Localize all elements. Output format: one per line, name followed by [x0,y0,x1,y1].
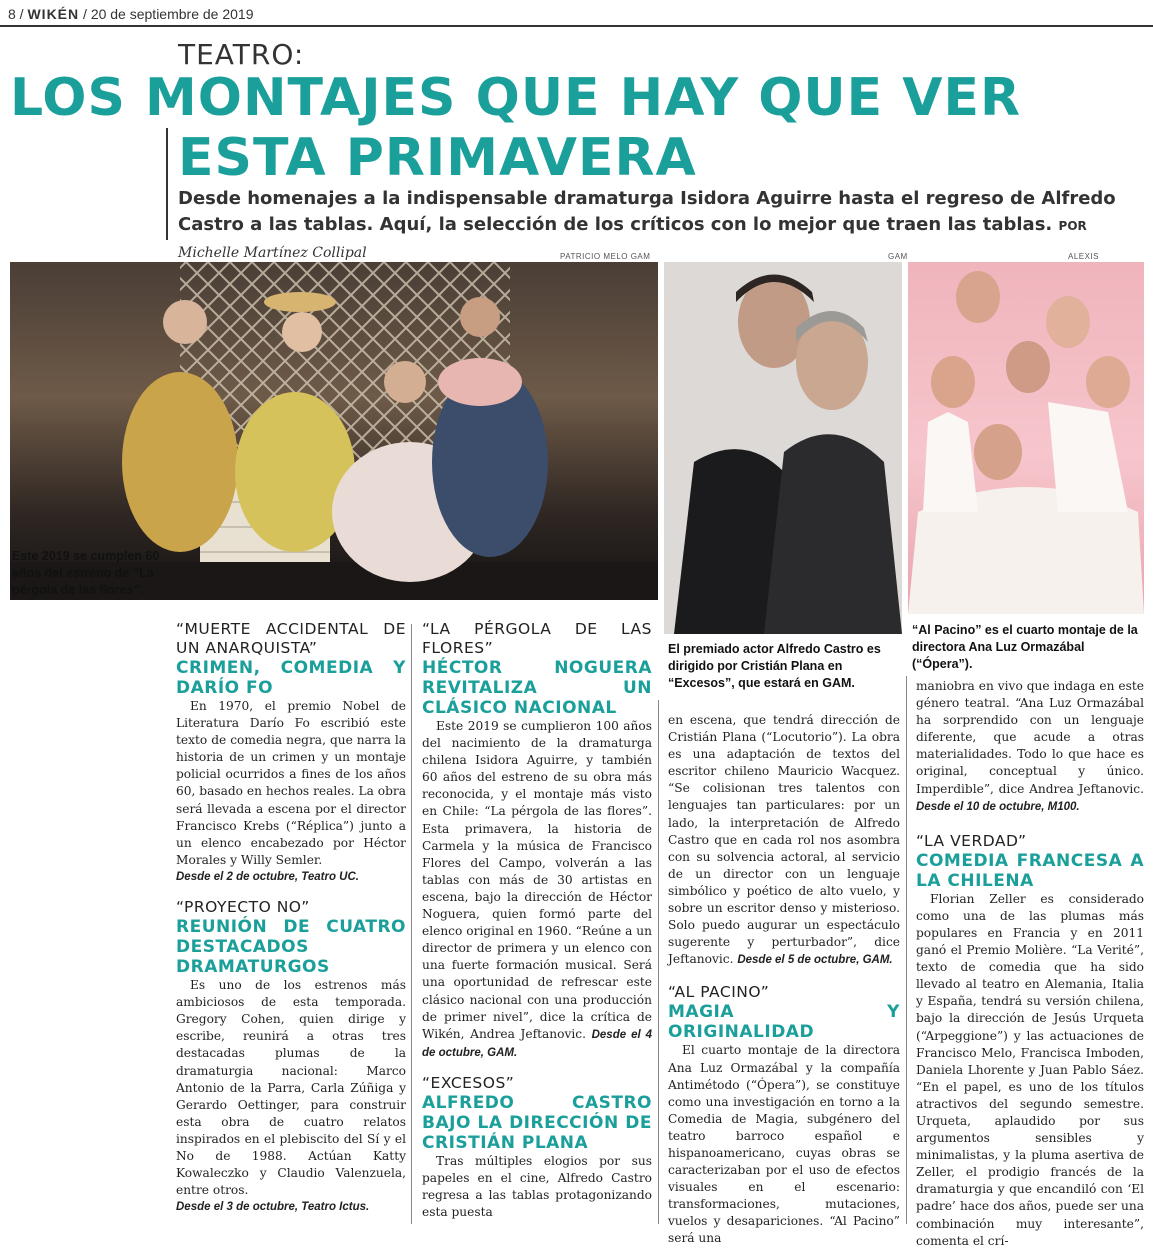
headline-line-1: LOS MONTAJES QUE HAY QUE VER [10,68,1022,128]
column-4 [916,678,1144,1250]
story-head-proyecto: REUNIÓN DE CUATRO DESTACADOS DRAMATURGOS [176,917,406,978]
story-body-excesos-cont: en escena, que tendrá dirección de Cristián Plana (“Locutorio”). La obra es una adaptación de textos del escritor chileno Mauricio Wacquez. “Se colisionan tres talentos con lenguajes tan particulares: por un lado, la interpretación de Alfredo Castro que en cada rol nos asombra con su solvencia actoral, al servicio de un director con un lenguaje simbólico y poético de alto vuelo, y sobre un escritor denso y misterioso. Solo puedo augurar un espectáculo sugerente y perturbador”, dice Jeftanovic. Desde el 5 de octubre, GAM. [668,713,900,967]
story-head-verdad: COMEDIA FRANCESA A LA CHILENA [916,850,1144,891]
story-body-excesos: Tras múltiples elogios por sus papeles en el cine, Alfredo Castro regresa a las tablas protagonizando esta puesta [422,1153,652,1220]
column-divider-1 [411,624,412,1224]
story-kicker-muerte: “MUERTE ACCIDENTAL DE UN ANARQUISTA” [176,620,406,657]
photo-alfredo-castro [664,262,902,634]
story-body-pergola: Este 2019 se cumplieron 100 años del nacimiento de la dramaturga chilena Isidora Aguirre, y también 60 años del estreno de su obra más reconocida, y el montaje más visto en Chile: “La pérgola de las flores”. Esta primavera, la historia de Carmela y la música de Francisco Flores del Campo, volverán a las tablas con más de 30 artistas en escena, bajo la dirección de Héctor Noguera, quien formó parte del elenco original en 1960. “Reúne a un director de primera y un elenco con una fuerte formación musical. Será una oportunidad de refrescar este clásico nacional con una producción de primer nivel”, dice la crítica de Wikén, Andrea Jeftanovic. Desde el 4 de octubre, GAM. [422,719,652,1059]
story-body-alpacino-cont: maniobra en vivo que indaga en este género teatral. “Ana Luz Ormazábal ha sorprendido con un lenguaje diferente, que acude a otras materialidades. Todo lo que hace es original, conceptual y único. Imperdible”, dice Andrea Jeftanovic. Desde el 10 de octubre, M100. [916,679,1144,813]
byline-label: POR [1058,219,1087,233]
column-2 [422,620,652,1221]
photo-credit-pergola: PATRICIO MELO GAM [560,252,651,261]
column-divider-2 [658,700,659,1224]
headline-rule [166,128,168,240]
issue-date: 20 de septiembre de 2019 [90,6,254,22]
deck [178,186,1138,266]
column-divider-3 [906,676,907,1224]
story-info-alpacino: Desde el 10 de octubre, M100. [916,800,1080,813]
column-1 [176,620,406,1216]
photo-credit-excesos: GAM [888,252,908,261]
deck-text: Desde homenajes a la indispensable dramaturga Isidora Aguirre hasta el regreso de Alfredo Castro a las tablas. Aquí, la selección de los críticos con lo mejor que traen las tablas. [178,188,1116,235]
page-folio: 8 / WIKÉN / 20 de septiembre de 2019 [8,6,254,22]
page-number: 8 [8,6,16,22]
caption-alpacino: “Al Pacino” es el cuarto montaje de la directora Ana Luz Ormazábal (“Ópera”). [912,623,1138,671]
story-head-alpacino: MAGIA Y ORIGINALIDAD [668,1002,900,1043]
story-kicker-excesos: “EXCESOS” [422,1073,515,1092]
story-head-muerte: CRIMEN, COMEDIA Y DARÍO FO [176,658,406,698]
headline-line-2: ESTA PRIMAVERA [178,128,697,188]
story-body-proyecto: Es uno de los estrenos más ambiciosos de esta temporada. Gregory Cohen, quien dirige y escribe, reunirá a otras tres destacadas plumas de la dramaturgia nacional: Marco Antonio de la Parra, Carla Zúñiga y Gerardo Oettinger, para construir esta obra de cuatro relatos inspirados en el plebiscito del Sí y el No de 1988. Actúan Katty Kowaleczko y Claudio Valenzuela, entre otros. [176,978,406,1198]
brand-logo: WIKÉN [27,6,80,22]
photo-credit-alpacino: ALEXIS [1068,252,1100,261]
story-head-pergola: HÉCTOR NOGUERA REVITALIZA UN CLÁSICO NACIONAL [422,658,652,718]
byline-author: Michelle Martínez Collipal [178,245,367,261]
story-kicker-verdad: “LA VERDAD” [916,831,1027,850]
story-info-excesos: Desde el 5 de octubre, GAM. [737,954,893,967]
story-body-verdad: Florian Zeller es considerado como una de las plumas más populares en Francia y en 2011 ganó el Premio Molière. “La Verité”, texto de comedia que ha sido llevado al teatro en Alemania, Italia y España, tendrá su versión chilena, bajo la dirección de Jesús Urqueta (“Arpeggione”) y las actuaciones de Francisco Melo, Francisca Imboden, Daniela Lhorente y Juan Pablo Sáez. “En el papel, es uno de los títulos atractivos del segundo semestre. Urqueta, aplaudido por sus argumentos sensibles y minimalistas, y la pluma asertiva de Zeller, el prodigio francés de la dramaturgia y que encandiló con ‘El padre’ hace dos años, puede ser una combinación muy interesante”, comenta el crí- [916,891,1144,1248]
story-body-alpacino: El cuarto montaje de la directora Ana Luz Ormazábal y la compañía Antimétodo (“Ópera”), se constituye como una investigación en torno a la Comedia de Magia, subgénero del teatro barroco español e hispanoamericano, cuyas obras se caracterizaban por el uso de efectos visuales en el escenario: transformaciones, mutaciones, vuelos y desapariciones. “Al Pacino” será una [668,1043,900,1246]
section-kicker: TEATRO: [178,38,305,71]
story-info-pergola: Desde el 4 de octubre, GAM. [422,1028,652,1059]
story-kicker-alpacino: “AL PACINO” [668,983,770,1002]
column-3 [668,712,900,1248]
story-kicker-pergola: “LA PÉRGOLA DE LAS FLORES” [422,620,652,657]
story-kicker-proyecto: “PROYECTO NO” [176,898,310,917]
story-head-excesos: ALFREDO CASTRO BAJO LA DIRECCIÓN DE CRISTIÁN PLANA [422,1092,652,1153]
caption-pergola: Este 2019 se cumplen 60 años del estreno de “La pérgola de las flores”. [12,549,160,597]
story-info-proyecto: Desde el 3 de octubre, Teatro Ictus. [176,1201,370,1214]
story-body-muerte: En 1970, el premio Nobel de Literatura Darío Fo escribió este texto de comedia negra, que narra la historia de un crimen y un montaje policial ocurridos a fines de los años 60, basado en hechos reales. La obra será llevada a escena por el director Francisco Krebs (“Réplica”) junto a un elenco encabezado por Héctor Morales y Willy Semler. [176,699,406,867]
header-rule [0,25,1153,27]
caption-excesos: El premiado actor Alfredo Castro es dirigido por Cristián Plana en “Excesos”, que estará en GAM. [668,642,881,690]
photo-al-pacino-cast [908,262,1144,614]
story-info-muerte: Desde el 2 de octubre, Teatro UC. [176,870,359,883]
